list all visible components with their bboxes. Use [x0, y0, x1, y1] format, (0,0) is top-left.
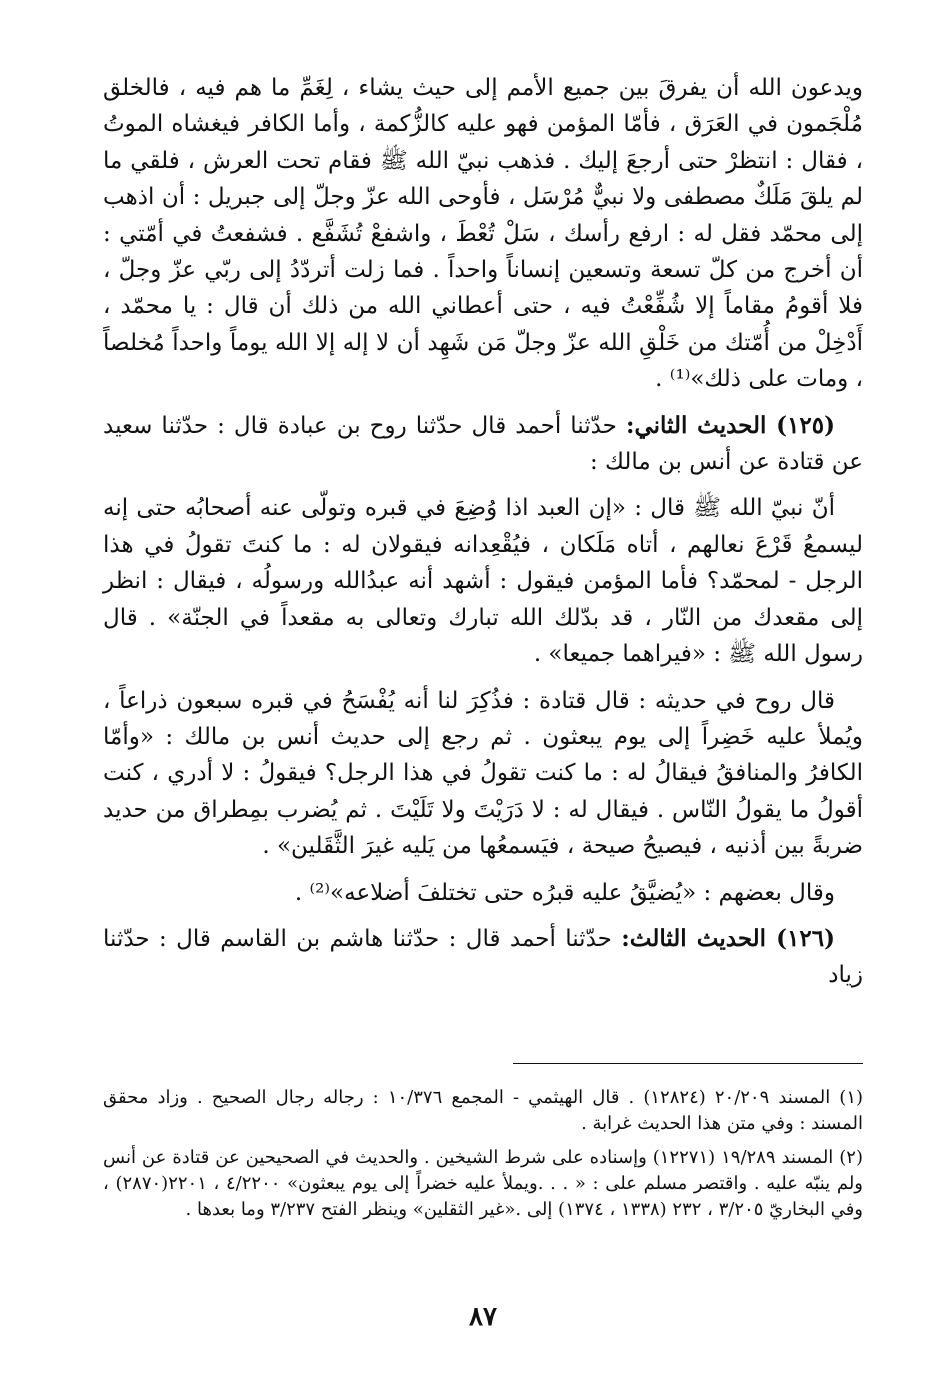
- hadith-125-isnad: حدّثنا أحمد قال حدّثنا روح بن عبادة قال : حدّثنا سعيد عن قتادة عن أنس بن مالك :: [103, 412, 863, 476]
- footnote-separator: [513, 1063, 863, 1064]
- book-page: [103, 70, 863, 1360]
- hadith-125-heading-paragraph: [103, 408, 863, 481]
- hadith-126-heading-paragraph: [103, 921, 863, 994]
- page-number: ٨٧: [469, 1302, 497, 1332]
- footnote-2: (٢) المسند ١٩/٢٨٩ (١٢٢٧١) وإسناده على شرط الشيخين . والحديث في الصحيحين عن قتادة عن أنس ولم ينبّه عليه . واقتصر مسلم على : « . . .ويملأ عليه خضراً إلى يوم يبعثون» ٤/٢٢٠٠ ، ٢٢٠١(٢٨٧٠) ، وفي البخاريّ ٣/٢٠٥ ، ٢٣٢ (١٣٣٨ ، ١٣٧٤) إلى .«غير الثقلين» وينظر الفتح ٣/٢٣٧ وما بعدها .: [103, 1147, 863, 1220]
- hadith-continuation-paragraph: ويدعون الله أن يفرقَ بين جميع الأمم إلى حيث يشاء ، لِغَمِّ ما هم فيه ، فالخلق مُلْجَمون في العَرَق ، فأمّا المؤمن فهو عليه كالزُّكمة ، وأما الكافر فيغشاه الموتُ ، فقال : انتظرْ حتى أرجعَ إليك . فذهب نبيّ الله ﷺ فقام تحت العرش ، فلقي ما لم يلقَ مَلَكٌ مصطفى ولا نبيٌّ مُرْسَل ، فأوحى الله عزّ وجلّ إلى جبريل : أن اذهب إلى محمّد فقل له : ارفع رأسك ، سَلْ تُعْطَ ، واشفعْ تُشَفَّع . فشفعتُ في أمّتي : أن أخرج من كلّ تسعة وتسعين إنساناً واحداً . فما زلت أتردّدُ إلى ربّي عزّ وجلّ ، فلا أقومُ مقاماً إلا شُفِّعْتُ فيه ، حتى أعطاني الله من ذلك أن قال : يا محمّد ، أَدْخِلْ من أُمّتك من خَلْقِ الله عزّ وجلّ مَن شَهِد أن لا إله إلا الله يوماً واحداً مُخلصاً ، ومات على ذلك»⁽¹⁾ .: [103, 75, 863, 393]
- hadith-126-isnad: حدّثنا أحمد قال : حدّثنا هاشم بن القاسم قال : حدّثنا زياد: [103, 925, 863, 989]
- some-narrators-paragraph: وقال بعضهم : «يُضيَّقُ عليه قبرُه حتى تختلفَ أضلاعه»⁽²⁾ .: [294, 879, 835, 906]
- qatada-narration-paragraph: قال روح في حديثه : قال قتادة : فذُكِرَ لنا أنه يُفْسَحُ في قبره سبعون ذراعاً ، ويُملأ عليه خَضِراً إلى يوم يبعثون . ثم رجع إلى حديث أنس بن مالك : «وأمّا الكافرُ والمنافقُ فيقالُ له : ما كنت تقولُ في هذا الرجل؟ فيقولُ : لا أدري ، كنت أقولُ ما يقولُ النّاس . فيقال له : لا دَرَيْتَ ولا تَلَيْتَ . ثم يُضرب بمِطراق من حديد ضربةً بين أذنيه ، فيصيحُ صيحة ، فيَسمعُها من يَليه غيرَ الثَّقَلين» .: [103, 687, 863, 860]
- hadith-125-title: (١٢٥) الحديث الثاني:: [625, 411, 836, 439]
- hadith-125-matn-paragraph: أنّ نبيّ الله ﷺ قال : «إن العبد اذا وُضِعَ في قبره وتولّى عنه أصحابُه حتى إنه ليسمعُ قَرْعَ نعالهم ، أتاه مَلَكان ، فيُقْعِدانه فيقولان له : ما كنتَ تقولُ في هذا الرجل - لمحمّد؟ فأما المؤمن فيقول : أشهد أنه عبدُالله ورسولُه ، فيقال : انظر إلى مقعدك من النّار ، قد بدّلك الله تبارك وتعالى به مقعداً في الجنّة» . قال رسول الله ﷺ : «فيراهما جميعا» .: [103, 495, 863, 668]
- footnote-1: (١) المسند ٢٠/٢٠٩ (١٢٨٢٤) . قال الهيثمي - المجمع ١٠/٣٧٦ : رجاله رجال الصحيح . وزاد محقق المسند : وفي متن هذا الحديث غرابة .: [103, 1087, 864, 1134]
- hadith-126-title: (١٢٦) الحديث الثالث:: [621, 924, 835, 952]
- footnotes: [103, 1085, 863, 1231]
